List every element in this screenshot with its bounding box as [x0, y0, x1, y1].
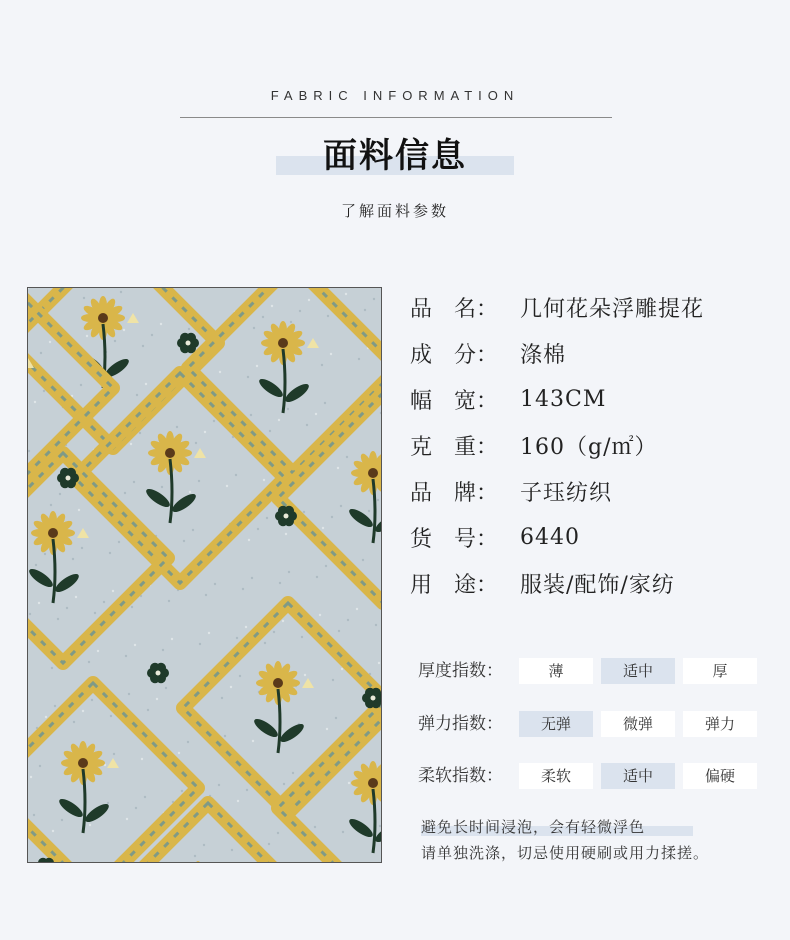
fabric-speckle: [89, 824, 91, 826]
fabric-speckle: [204, 431, 206, 433]
fabric-speckle: [231, 849, 233, 851]
fabric-speckle: [224, 735, 226, 737]
rating-option: 适中: [601, 763, 675, 789]
spec-row-item-number: [410, 514, 704, 560]
fabric-speckle: [205, 594, 207, 596]
spec-label: 幅 宽：: [410, 388, 499, 414]
fabric-speckle: [290, 321, 292, 323]
fabric-speckle: [256, 365, 258, 367]
fabric-speckle: [199, 643, 201, 645]
fabric-speckle: [330, 353, 332, 355]
rating-option: 适中: [601, 658, 675, 684]
fabric-speckle: [151, 334, 153, 336]
fabric-speckle: [139, 432, 141, 434]
fabric-speckle: [54, 705, 56, 707]
fabric-speckle: [278, 419, 280, 421]
rating-option: 微弹: [601, 711, 675, 737]
spec-row-brand: [410, 468, 704, 514]
fabric-speckle: [236, 637, 238, 639]
spec-label: 用 途：: [410, 572, 499, 598]
spec-label: 货 号：: [410, 526, 499, 552]
spec-value: 服装/配饰/家纺: [520, 572, 675, 598]
fabric-flower-center: [273, 678, 283, 688]
fabric-speckle: [113, 753, 115, 755]
fabric-speckle: [245, 626, 247, 628]
fabric-speckle: [80, 384, 82, 386]
fabric-flower-petal: [184, 862, 200, 863]
spec-row-name: [410, 284, 704, 330]
fabric-speckle: [187, 741, 189, 743]
fabric-speckle: [287, 408, 289, 410]
fabric-speckle: [50, 504, 52, 506]
fabric-speckle: [337, 467, 339, 469]
fabric-speckle: [124, 492, 126, 494]
spec-label: 克 重：: [410, 434, 499, 460]
fabric-swatch-image: [27, 287, 382, 863]
fabric-speckle: [214, 583, 216, 585]
rating-option: 弹力: [683, 711, 757, 737]
fabric-speckle: [97, 650, 99, 652]
care-instructions: [421, 814, 709, 866]
fabric-speckle: [78, 509, 80, 511]
fabric-speckle: [213, 420, 215, 422]
fabric-speckle: [340, 505, 342, 507]
header-english: FABRIC INFORMATION: [270, 88, 520, 103]
fabric-speckle: [66, 607, 68, 609]
fabric-speckle: [279, 582, 281, 584]
care-line-2: 请单独洗涤，切忌使用硬刷或用力揉搓。: [421, 844, 710, 862]
fabric-speckle: [59, 493, 61, 495]
spec-label: 品 牌：: [410, 480, 499, 506]
fabric-speckle: [269, 430, 271, 432]
spec-value: 几何花朵浮雕提花: [520, 296, 705, 322]
fabric-speckle: [130, 443, 132, 445]
fabric-speckle: [306, 424, 308, 426]
rating-label: 弹力指数：: [418, 714, 503, 734]
fabric-flower-center: [278, 338, 288, 348]
fabric-speckle: [110, 715, 112, 717]
fabric-speckle: [325, 565, 327, 567]
fabric-speckle: [134, 644, 136, 646]
fabric-speckle: [321, 364, 323, 366]
fabric-speckle: [144, 796, 146, 798]
fabric-speckle: [375, 624, 377, 626]
fabric-speckle: [126, 818, 128, 820]
fabric-speckle: [266, 517, 268, 519]
page-subtitle: 了解面料参数: [340, 202, 449, 220]
fabric-pattern: [28, 288, 382, 863]
fabric-speckle: [81, 547, 83, 549]
fabric-speckle: [107, 802, 109, 804]
rating-option: 薄: [519, 658, 593, 684]
fabric-speckle: [38, 602, 40, 604]
fabric-speckle: [368, 510, 370, 512]
spec-value: 涤棉: [520, 342, 567, 368]
fabric-speckle: [246, 789, 248, 791]
fabric-speckle: [75, 596, 77, 598]
spec-label: 成 分：: [410, 342, 499, 368]
fabric-speckle: [358, 358, 360, 360]
fabric-speckle: [57, 618, 59, 620]
rating-option: 柔软: [519, 763, 593, 789]
fabric-speckle: [364, 309, 366, 311]
fabric-speckle: [128, 693, 130, 695]
fabric-speckle: [192, 529, 194, 531]
fabric-speckle: [271, 305, 273, 307]
fabric-speckle: [226, 485, 228, 487]
fabric-speckle: [262, 316, 264, 318]
fabric-speckle: [237, 800, 239, 802]
fabric-speckle: [239, 675, 241, 677]
spec-value: 160（g/㎡）: [520, 434, 658, 460]
fabric-speckle: [91, 699, 93, 701]
fabric-speckle: [145, 383, 147, 385]
page-title: 面料信息: [323, 136, 467, 176]
fabric-speckle: [165, 687, 167, 689]
fabric-speckle: [86, 335, 88, 337]
fabric-speckle: [377, 499, 379, 501]
fabric-speckle: [251, 577, 253, 579]
fabric-speckle: [43, 390, 45, 392]
fabric-speckle: [273, 631, 275, 633]
fabric-speckle: [268, 843, 270, 845]
spec-row-weight: [410, 422, 704, 468]
fabric-speckle: [315, 413, 317, 415]
fabric-flower-center: [98, 313, 108, 323]
fabric-speckle: [342, 831, 344, 833]
fabric-small-flower-center: [186, 341, 191, 346]
fabric-speckle: [44, 553, 46, 555]
fabric-speckle: [136, 394, 138, 396]
fabric-speckle: [221, 697, 223, 699]
fabric-speckle: [378, 662, 380, 664]
fabric-speckle: [114, 340, 116, 342]
fabric-speckle: [322, 527, 324, 529]
fabric-speckle: [178, 752, 180, 754]
fabric-speckle: [331, 516, 333, 518]
fabric-speckle: [135, 807, 137, 809]
fabric-speckle: [33, 814, 35, 816]
fabric-small-flower-center: [66, 476, 71, 481]
fabric-speckle: [308, 299, 310, 301]
rating-option: 厚: [683, 658, 757, 684]
fabric-speckle: [141, 758, 143, 760]
fabric-speckle: [52, 830, 54, 832]
fabric-speckle: [373, 298, 375, 300]
fabric-speckle: [171, 638, 173, 640]
fabric-flower-center: [48, 528, 58, 538]
fabric-speckle: [314, 826, 316, 828]
fabric-flower-center: [368, 778, 378, 788]
fabric-speckle: [335, 717, 337, 719]
fabric-speckle: [301, 636, 303, 638]
fabric-speckle: [142, 345, 144, 347]
fabric-speckle: [194, 855, 196, 857]
fabric-speckle: [195, 442, 197, 444]
fabric-speckle: [218, 784, 220, 786]
rating-option: 偏硬: [683, 763, 757, 789]
fabric-speckle: [72, 558, 74, 560]
fabric-speckle: [264, 642, 266, 644]
rating-label: 厚度指数：: [418, 661, 503, 681]
fabric-speckle: [156, 698, 158, 700]
fabric-speckle: [379, 825, 381, 827]
care-line-1-wrap: [421, 814, 709, 840]
fabric-speckle: [29, 613, 31, 615]
fabric-speckle: [304, 674, 306, 676]
fabric-speckle: [120, 291, 122, 293]
fabric-speckle: [82, 710, 84, 712]
fabric-speckle: [332, 679, 334, 681]
fabric-speckle: [341, 668, 343, 670]
fabric-speckle: [103, 601, 105, 603]
fabric-speckle: [40, 352, 42, 354]
fabric-speckle: [73, 721, 75, 723]
spec-list: [410, 284, 704, 606]
spec-value: 143CM: [520, 386, 607, 412]
fabric-speckle: [49, 341, 51, 343]
fabric-speckle: [247, 376, 249, 378]
fabric-speckle: [168, 600, 170, 602]
fabric-speckle: [324, 402, 326, 404]
title-block: [0, 128, 790, 180]
fabric-speckle: [61, 819, 63, 821]
fabric-small-flower-center: [284, 514, 289, 519]
fabric-speckle: [219, 371, 221, 373]
fabric-speckle: [88, 661, 90, 663]
fabric-speckle: [303, 511, 305, 513]
fabric-speckle: [118, 541, 120, 543]
fabric-flower-center: [368, 468, 378, 478]
fabric-flower-center: [78, 758, 88, 768]
fabric-speckle: [230, 686, 232, 688]
spec-row-width: [410, 376, 704, 422]
fabric-speckle: [112, 590, 114, 592]
fabric-small-flower-center: [156, 671, 161, 676]
fabric-speckle: [263, 479, 265, 481]
fabric-speckle: [51, 667, 53, 669]
fabric-speckle: [277, 832, 279, 834]
fabric-speckle: [292, 772, 294, 774]
fabric-speckle: [319, 614, 321, 616]
fabric-speckle: [109, 552, 111, 554]
fabric-speckle: [189, 491, 191, 493]
fabric-speckle: [34, 401, 36, 403]
fabric-speckle: [160, 323, 162, 325]
fabric-speckle: [250, 414, 252, 416]
fabric-speckle: [253, 327, 255, 329]
fabric-speckle: [203, 844, 205, 846]
fabric-speckle: [162, 649, 164, 651]
fabric-speckle: [299, 310, 301, 312]
fabric-speckle: [316, 576, 318, 578]
fabric-speckle: [283, 783, 285, 785]
fabric-speckle: [94, 612, 96, 614]
fabric-flower-petal: [197, 862, 213, 863]
fabric-speckle: [35, 564, 37, 566]
fabric-speckle: [362, 559, 364, 561]
fabric-speckle: [327, 315, 329, 317]
fabric-speckle: [123, 329, 125, 331]
fabric-speckle: [248, 539, 250, 541]
fabric-speckle: [147, 709, 149, 711]
fabric-speckle: [181, 790, 183, 792]
fabric-speckle: [198, 480, 200, 482]
fabric-speckle: [133, 481, 135, 483]
fabric-speckle: [326, 728, 328, 730]
spec-row-composition: [410, 330, 704, 376]
fabric-speckle: [188, 328, 190, 330]
fabric-speckle: [252, 740, 254, 742]
fabric-speckle: [125, 655, 127, 657]
fabric-speckle: [346, 456, 348, 458]
fabric-speckle: [257, 528, 259, 530]
fabric-speckle: [39, 765, 41, 767]
fabric-speckle: [356, 608, 358, 610]
fabric-speckle: [288, 571, 290, 573]
fabric-speckle: [347, 619, 349, 621]
fabric-speckle: [345, 293, 347, 295]
spec-value: 子珏纺织: [520, 480, 613, 506]
fabric-speckle: [30, 776, 32, 778]
rating-label: 柔软指数：: [418, 766, 503, 786]
fabric-speckle: [83, 297, 85, 299]
spec-value: 6440: [520, 524, 580, 550]
fabric-speckle: [235, 474, 237, 476]
rating-option: 无弹: [519, 711, 593, 737]
fabric-speckle: [348, 782, 350, 784]
fabric-speckle: [338, 630, 340, 632]
fabric-speckle: [285, 533, 287, 535]
fabric-speckle: [282, 620, 284, 622]
spec-row-usage: [410, 560, 704, 606]
fabric-small-flower-center: [371, 696, 376, 701]
fabric-speckle: [242, 588, 244, 590]
fabric-flower-center: [165, 448, 175, 458]
header-divider: [180, 117, 612, 118]
fabric-speckle: [183, 540, 185, 542]
care-line-1: 避免长时间浸泡，会有轻微浮色: [421, 818, 646, 836]
spec-label: 品 名：: [410, 296, 499, 322]
fabric-speckle: [208, 632, 210, 634]
fabric-speckle: [176, 426, 178, 428]
fabric-speckle: [161, 486, 163, 488]
fabric-speckle: [131, 606, 133, 608]
fabric-speckle: [45, 716, 47, 718]
